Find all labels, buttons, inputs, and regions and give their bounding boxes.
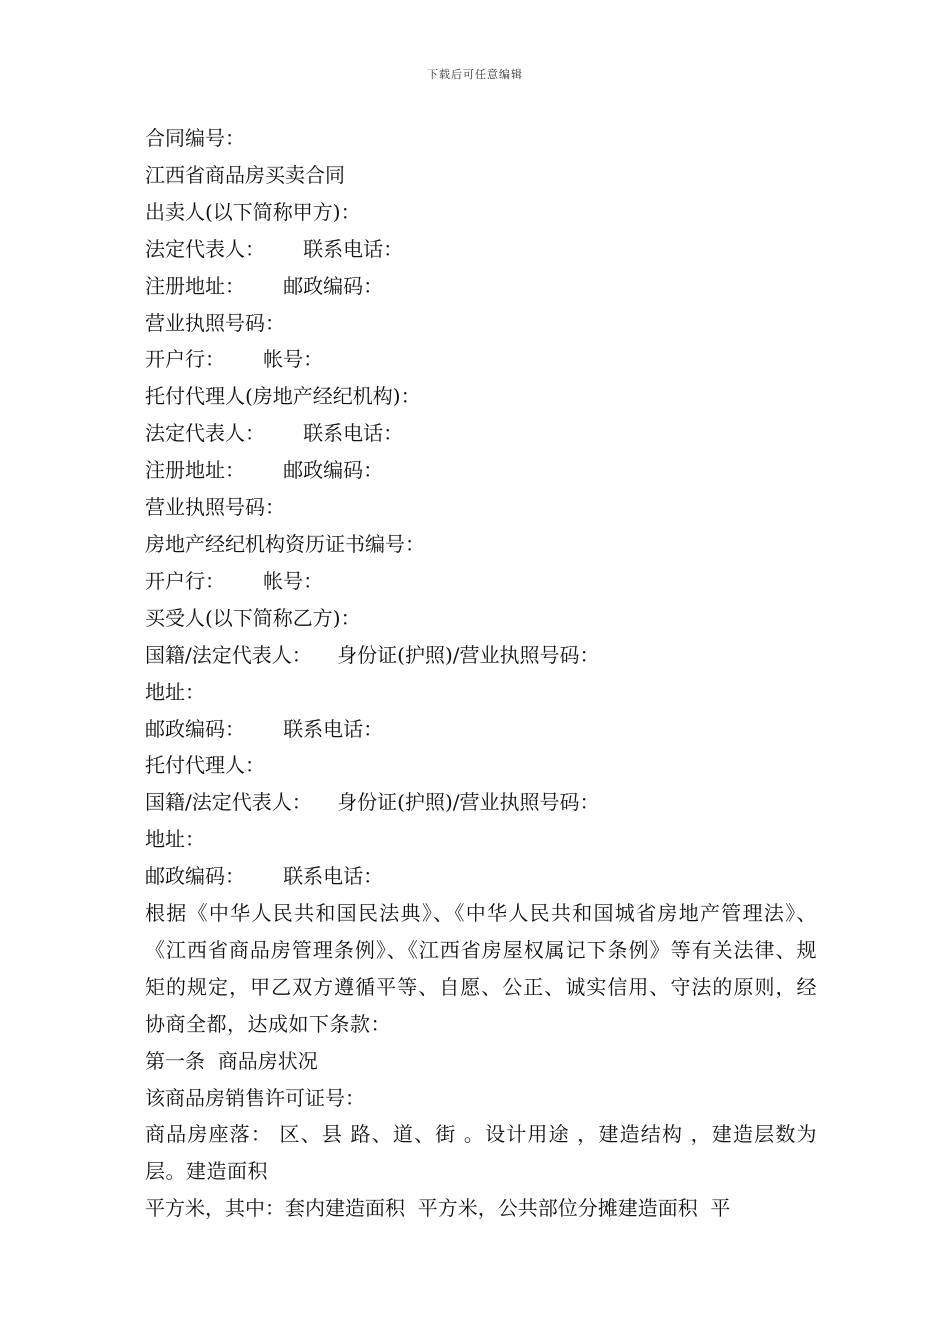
seller-address-line: 注册地址： 邮政编码： — [145, 273, 384, 298]
seller-representative-line: 法定代表人： 联系电话： — [145, 236, 404, 261]
agent-license-line: 营业执照号码： — [145, 495, 285, 520]
buyer-agent-nationality-line: 国籍/法定代表人： 身份证(护照)/营业执照号码： — [145, 790, 600, 815]
article-1-title: 第一条 商品房状况 — [145, 1048, 318, 1073]
agent-bank-line: 开户行： 帐号： — [145, 568, 324, 593]
header-note: 下载后可任意编辑 — [427, 68, 523, 81]
agent-representative-line: 法定代表人： 联系电话： — [145, 421, 404, 446]
seller-heading: 出卖人(以下简称甲方)： — [145, 199, 361, 224]
area-line: 平方米，其中：套内建造面积 平方米，公共部位分摊建造面积 平 — [145, 1196, 731, 1221]
seller-bank-line: 开户行： 帐号： — [145, 347, 324, 372]
buyer-heading: 买受人(以下简称乙方)： — [145, 605, 361, 630]
buyer-agent-address-line: 地址： — [145, 827, 205, 852]
agent-certificate-line: 房地产经纪机构资历证书编号： — [145, 531, 425, 556]
legal-basis-paragraph: 根据《中华人民共和国民法典》、《中华人民共和国城省房地产管理法》、《江西省商品房管理条例》、《江西省房屋权属记下条例》等有关法律、规矩的规定，甲乙双方遵循平等、自愿、公正、诚实信用、守法的原则，经协商全都，达成如下条款： — [145, 901, 817, 1036]
buyer-agent-postal-line: 邮政编码： 联系电话： — [145, 864, 384, 889]
agent-address-line: 注册地址： 邮政编码： — [145, 458, 384, 483]
contract-body — [145, 120, 825, 1227]
contract-number-line: 合同编号： — [145, 126, 245, 150]
buyer-nationality-line: 国籍/法定代表人： 身份证(护照)/营业执照号码： — [145, 642, 600, 667]
buyer-agent-heading: 托付代理人： — [145, 753, 265, 778]
seller-license-line: 营业执照号码： — [145, 310, 285, 335]
sales-license-line: 该商品房销售许可证号： — [145, 1085, 365, 1110]
contract-title: 江西省商品房买卖合同 — [145, 162, 345, 187]
buyer-address-line: 地址： — [145, 679, 205, 704]
buyer-postal-line: 邮政编码： 联系电话： — [145, 716, 384, 741]
property-location-paragraph: 商品房座落： 区、县 路、道、街 。设计用途 ，建造结构 ，建造层数为 层。建造面积 — [145, 1122, 817, 1184]
agent-heading: 托付代理人(房地产经纪机构)： — [145, 384, 421, 409]
